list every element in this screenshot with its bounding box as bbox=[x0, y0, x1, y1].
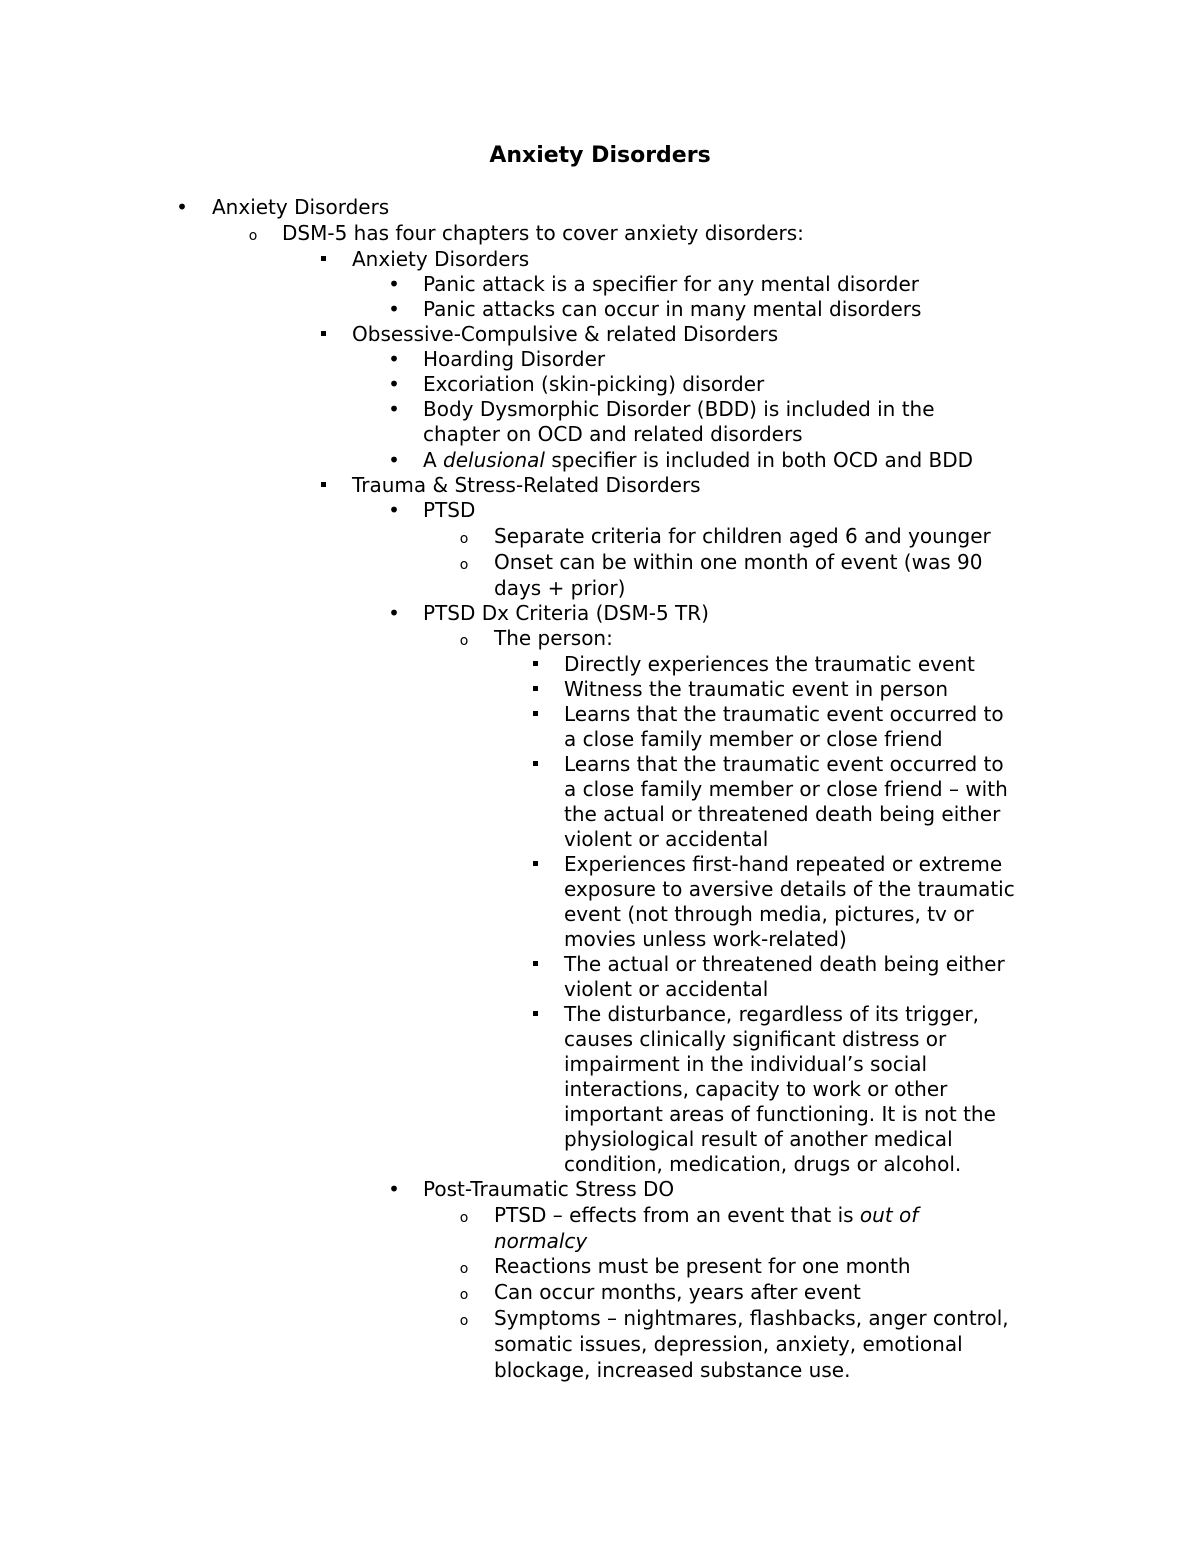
list-item: • Anxiety Disorders bbox=[0, 195, 1200, 221]
list-item-continuation: the actual or threatened death being either bbox=[564, 802, 1001, 826]
list-item-continuation: movies unless work-related) bbox=[564, 927, 847, 951]
list-item: • Body Dysmorphic Disorder (BDD) is included in the bbox=[0, 397, 1200, 422]
bullet-icon bbox=[384, 347, 404, 372]
list-item-continuation: a close family member or close friend – with bbox=[564, 777, 1008, 801]
square-bullet-icon bbox=[313, 322, 333, 347]
list-item: • Post-Traumatic Stress DO bbox=[0, 1177, 1200, 1203]
list-item-continuation: physiological result of another medical bbox=[564, 1127, 953, 1151]
list-item-continuation: blockage, increased substance use. bbox=[494, 1358, 851, 1382]
list-item: Witness the traumatic event in person bbox=[0, 677, 1200, 702]
bullet-icon bbox=[384, 272, 404, 297]
square-bullet-icon bbox=[525, 702, 545, 727]
circle-bullet-icon bbox=[454, 1254, 474, 1282]
list-item-continuation: somatic issues, depression, anxiety, emotional bbox=[494, 1332, 963, 1356]
bullet-icon bbox=[384, 297, 404, 322]
square-bullet-icon bbox=[313, 247, 333, 272]
circle-bullet-icon bbox=[454, 550, 474, 578]
list-item: o Onset can be within one month of event (was 90 bbox=[0, 550, 1200, 576]
list-item: Experiences first-hand repeated or extreme bbox=[0, 852, 1200, 877]
list-item-continuation: violent or accidental bbox=[564, 977, 769, 1001]
list-item: o Reactions must be present for one month bbox=[0, 1254, 1200, 1280]
square-bullet-icon bbox=[525, 752, 545, 777]
circle-bullet-icon bbox=[454, 1280, 474, 1308]
list-item-continuation: condition, medication, drugs or alcohol. bbox=[564, 1152, 962, 1176]
circle-bullet-icon bbox=[454, 1306, 474, 1334]
square-bullet-icon bbox=[313, 473, 333, 498]
square-bullet-icon bbox=[525, 677, 545, 702]
list-item: Directly experiences the traumatic event bbox=[0, 652, 1200, 677]
circle-bullet-icon bbox=[243, 221, 263, 249]
list-item: The actual or threatened death being either bbox=[0, 952, 1200, 977]
list-item: • Panic attacks can occur in many mental disorders bbox=[0, 297, 1200, 322]
list-item-continuation: event (not through media, pictures, tv or bbox=[564, 902, 974, 926]
list-item-continuation: causes clinically significant distress or bbox=[564, 1027, 947, 1051]
list-item: • PTSD Dx Criteria (DSM-5 TR) bbox=[0, 601, 1200, 626]
list-item: • PTSD bbox=[0, 498, 1200, 524]
list-item: o Can occur months, years after event bbox=[0, 1280, 1200, 1306]
square-bullet-icon bbox=[525, 852, 545, 877]
list-item-continuation: important areas of functioning. It is not the bbox=[564, 1102, 996, 1126]
list-item-continuation: violent or accidental bbox=[564, 827, 769, 851]
list-item: Anxiety Disorders bbox=[0, 247, 1200, 272]
list-item: o PTSD – effects from an event that is out of bbox=[0, 1203, 1200, 1229]
bullet-icon bbox=[172, 195, 192, 220]
bullet-icon bbox=[384, 601, 404, 626]
outline-list bbox=[0, 195, 1200, 1384]
square-bullet-icon bbox=[525, 952, 545, 977]
list-item-continuation: chapter on OCD and related disorders bbox=[423, 422, 803, 446]
list-item: • A delusional specifier is included in both OCD and BDD bbox=[0, 448, 1200, 473]
list-item-continuation: exposure to aversive details of the traumatic bbox=[564, 877, 1015, 901]
bullet-icon bbox=[384, 448, 404, 473]
bullet-icon bbox=[384, 498, 404, 523]
list-item: o The person: bbox=[0, 626, 1200, 652]
circle-bullet-icon bbox=[454, 524, 474, 552]
circle-bullet-icon bbox=[454, 626, 474, 654]
circle-bullet-icon bbox=[454, 1203, 474, 1231]
list-item: • Excoriation (skin-picking) disorder bbox=[0, 372, 1200, 397]
list-item-continuation: interactions, capacity to work or other bbox=[564, 1077, 948, 1101]
bullet-icon bbox=[384, 397, 404, 422]
list-item: Trauma & Stress-Related Disorders bbox=[0, 473, 1200, 498]
list-item-continuation: normalcy bbox=[494, 1229, 588, 1253]
list-item-continuation: days + prior) bbox=[494, 576, 626, 600]
list-item: Learns that the traumatic event occurred to bbox=[0, 702, 1200, 727]
list-item: o Separate criteria for children aged 6 and younger bbox=[0, 524, 1200, 550]
list-item: • Hoarding Disorder bbox=[0, 347, 1200, 372]
bullet-icon bbox=[384, 1177, 404, 1202]
list-item: o DSM-5 has four chapters to cover anxiety disorders: bbox=[0, 221, 1200, 247]
square-bullet-icon bbox=[525, 652, 545, 677]
square-bullet-icon bbox=[525, 1002, 545, 1027]
list-item: o Symptoms – nightmares, flashbacks, anger control, bbox=[0, 1306, 1200, 1332]
list-item: The disturbance, regardless of its trigger, bbox=[0, 1002, 1200, 1027]
list-item: Learns that the traumatic event occurred to bbox=[0, 752, 1200, 777]
list-item-continuation: a close family member or close friend bbox=[564, 727, 943, 751]
list-item: Obsessive-Compulsive & related Disorders bbox=[0, 322, 1200, 347]
page-title: Anxiety Disorders bbox=[489, 143, 711, 168]
bullet-icon bbox=[384, 372, 404, 397]
list-item: • Panic attack is a specifier for any mental disorder bbox=[0, 272, 1200, 297]
list-item-continuation: impairment in the individual’s social bbox=[564, 1052, 928, 1076]
